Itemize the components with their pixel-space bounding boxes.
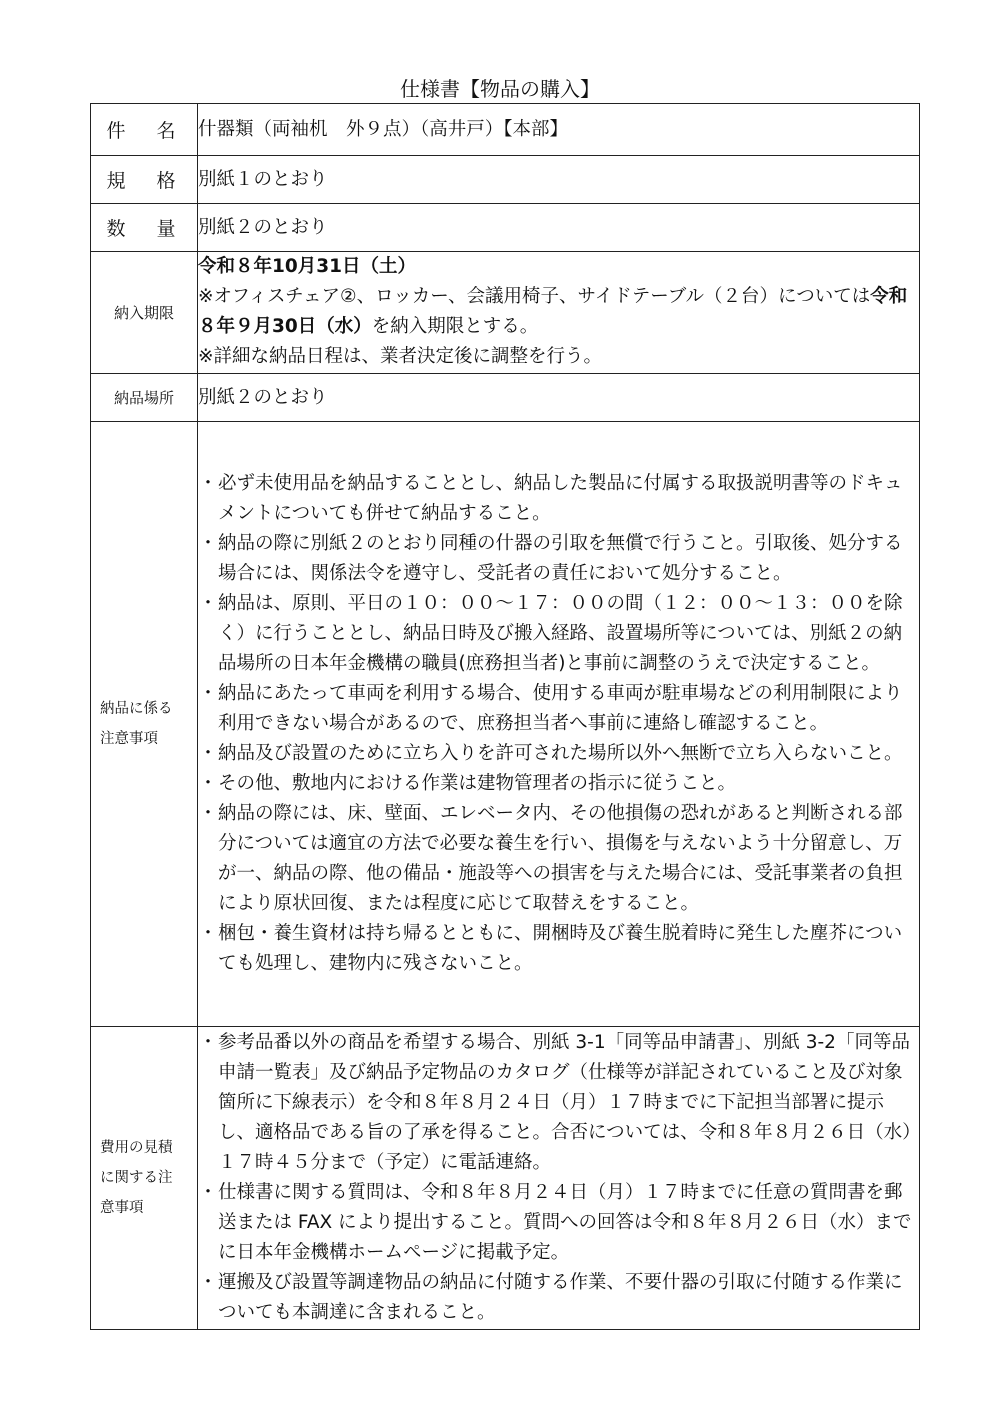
delivery-deadline-value	[198, 252, 920, 374]
delivery-deadline-note-suffix: を納入期限とする。	[371, 316, 539, 337]
delivery-notes-label-line: 納品に係る	[100, 701, 173, 717]
estimate-notes-list	[198, 1027, 920, 1330]
list-item: ・仕様書に関する質問は、令和８年８月２４日（月）１７時までに任意の質問書を郵送または FAX により提出すること。質問への回答は令和８年８月２６日（水）までに日本年金機構ホームページに掲載予定。	[198, 1182, 912, 1263]
delivery-notes-label-line: 注意事項	[100, 731, 158, 747]
row-delivery-place	[91, 374, 920, 422]
row-quantity	[91, 204, 920, 252]
quantity-label: 数 量	[91, 204, 198, 252]
row-item-name	[91, 104, 920, 156]
delivery-place-label: 納品場所	[91, 374, 198, 422]
item-name-value: 什器類（両袖机 外９点）（高井戸）【本部】	[198, 104, 920, 156]
list-item: ・納品及び設置のために立ち入りを許可された場所以外へ無断で立ち入らないこと。	[198, 743, 903, 764]
spec-label: 規 格	[91, 156, 198, 204]
list-item: ・梱包・養生資材は持ち帰るとともに、開梱時及び養生脱着時に発生した塵芥についても処理し、建物内に残さないこと。	[198, 923, 903, 974]
estimate-notes-label	[91, 1027, 198, 1330]
delivery-place-value: 別紙２のとおり	[198, 374, 920, 422]
delivery-notes-label	[91, 422, 198, 1027]
quantity-value: 別紙２のとおり	[198, 204, 920, 252]
estimate-notes-label-line: に関する注	[100, 1170, 173, 1186]
spec-value: 別紙１のとおり	[198, 156, 920, 204]
list-item: ・必ず未使用品を納品することとし、納品した製品に付属する取扱説明書等のドキュメントについても併せて納品すること。	[198, 473, 903, 524]
delivery-deadline-date: 令和８年10月31日（土）	[198, 256, 416, 277]
estimate-notes-label-line: 意事項	[100, 1200, 144, 1216]
row-spec	[91, 156, 920, 204]
list-item: ・参考品番以外の商品を希望する場合、別紙 3-1「同等品申請書」、別紙 3-2「同等品申請一覧表」及び納品予定物品のカタログ（仕様等が詳記されていること及び対象箇所に下線表示）を令和８年８月２４日（月）１７時までに下記担当部署に提示し、適格品である旨の了承を得ること。合否については、令和８年８月２６日（水）１７時４５分まで（予定）に電話連絡。	[198, 1032, 912, 1173]
list-item: ・納品の際に別紙２のとおり同種の什器の引取を無償で行うこと。引取後、処分する場合には、関係法令を遵守し、受託者の責任において処分すること。	[198, 533, 903, 584]
list-item: ・その他、敷地内における作業は建物管理者の指示に従うこと。	[198, 773, 737, 794]
delivery-deadline-label: 納入期限	[91, 252, 198, 374]
item-name-label: 件 名	[91, 104, 198, 156]
row-estimate-notes	[91, 1027, 920, 1330]
delivery-deadline-note	[198, 282, 919, 342]
row-delivery-notes	[91, 422, 920, 1027]
list-item: ・納品は、原則、平日の１０：００～１７：００の間（１２：００～１３：００を除く）に行うこととし、納品日時及び搬入経路、設置場所等については、別紙２の納品場所の日本年金機構の職員(庶務担当者)と事前に調整のうえで決定すること。	[198, 593, 903, 674]
delivery-deadline-note2: ※詳細な納品日程は、業者決定後に調整を行う。	[198, 346, 603, 367]
delivery-notes-list	[198, 422, 920, 1027]
delivery-deadline-note-date: 令和８年９月30日（水）	[198, 286, 908, 337]
list-item: ・納品の際には、床、壁面、エレベータ内、その他損傷の恐れがあると判断される部分については適宜の方法で必要な養生を行い、損傷を与えないよう十分留意し、万が一、納品の際、他の備品・施設等への損害を与えた場合には、受託事業者の負担により原状回復、または程度に応じて取替えをすること。	[198, 803, 903, 914]
estimate-notes-label-line: 費用の見積	[100, 1140, 173, 1156]
list-item: ・運搬及び設置等調達物品の納品に付随する作業、不要什器の引取に付随する作業についても本調達に含まれること。	[198, 1272, 903, 1323]
list-item: ・納品にあたって車両を利用する場合、使用する車両が駐車場などの利用制限により利用できない場合があるので、庶務担当者へ事前に連絡し確認すること。	[198, 683, 903, 734]
document-title: 仕様書【物品の購入】	[400, 77, 600, 101]
row-delivery-deadline	[91, 252, 920, 374]
delivery-deadline-note-prefix: ※オフィスチェア②、ロッカー、会議用椅子、サイドテーブル（２台）については	[198, 286, 871, 307]
spec-table	[90, 103, 920, 1330]
